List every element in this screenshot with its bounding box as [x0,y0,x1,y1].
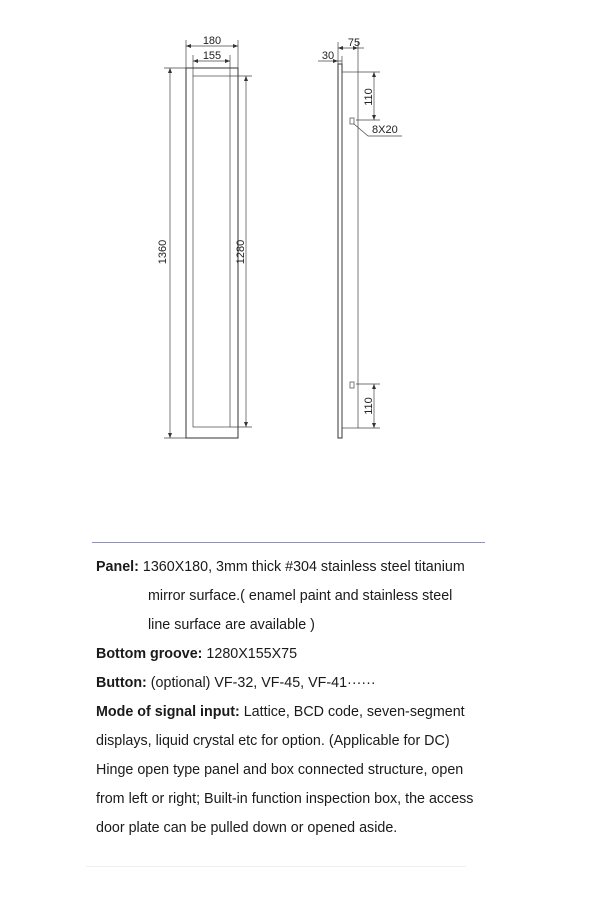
spec-line-8: from left or right; Built-in function inspection box, the access [96,791,474,807]
dim-inner-height: 1280 [235,239,247,265]
front-groove-outline [193,76,230,427]
bottom-rule [86,866,466,867]
spec-panel-text-3: line surface are available ) [148,617,315,633]
dim-panel-offset: 30 [321,50,335,62]
spec-line-6: displays, liquid crystal etc for option. (Applicable for DC) [96,733,450,749]
section-divider [92,542,485,543]
spec-line-9: door plate can be pulled down or opened aside. [96,820,398,836]
spec-button-label: Button: [96,675,147,691]
spec-panel-text: 1360X180, 3mm thick #304 stainless steel titanium [142,559,465,575]
dim-overall-width: 180 [202,35,222,47]
dim-inner-width: 155 [202,50,222,62]
spec-panel-text-2: mirror surface.( enamel paint and stainless steel [148,588,453,604]
spec-signal-label: Mode of signal input: [96,704,240,720]
hinge-mark-bottom [350,382,354,388]
spec-panel-label: Panel: [96,559,139,575]
spec-button [96,669,526,698]
side-panel-plate [338,64,342,438]
spec-groove [96,640,526,669]
hinge-mark-top [350,118,354,124]
dim-overall-height: 1360 [157,239,169,265]
spec-line-7: Hinge open type panel and box connected structure, open [96,762,464,778]
dim-hinge-size: 8X20 [372,124,398,136]
spec-signal-text: Lattice, BCD code, seven-segment [243,704,465,720]
side-view [318,37,402,438]
dim-top-offset: 110 [363,88,375,106]
spec-groove-text: 1280X155X75 [206,646,298,662]
front-view [157,35,252,438]
spec-button-text: (optional) VF-32, VF-45, VF-41······ [150,675,376,691]
spec-signal [96,698,526,727]
spec-panel [96,553,526,582]
dim-depth: 75 [347,37,361,49]
dim-bottom-offset: 110 [363,397,375,415]
spec-text [96,553,526,843]
spec-groove-label: Bottom groove: [96,646,203,662]
